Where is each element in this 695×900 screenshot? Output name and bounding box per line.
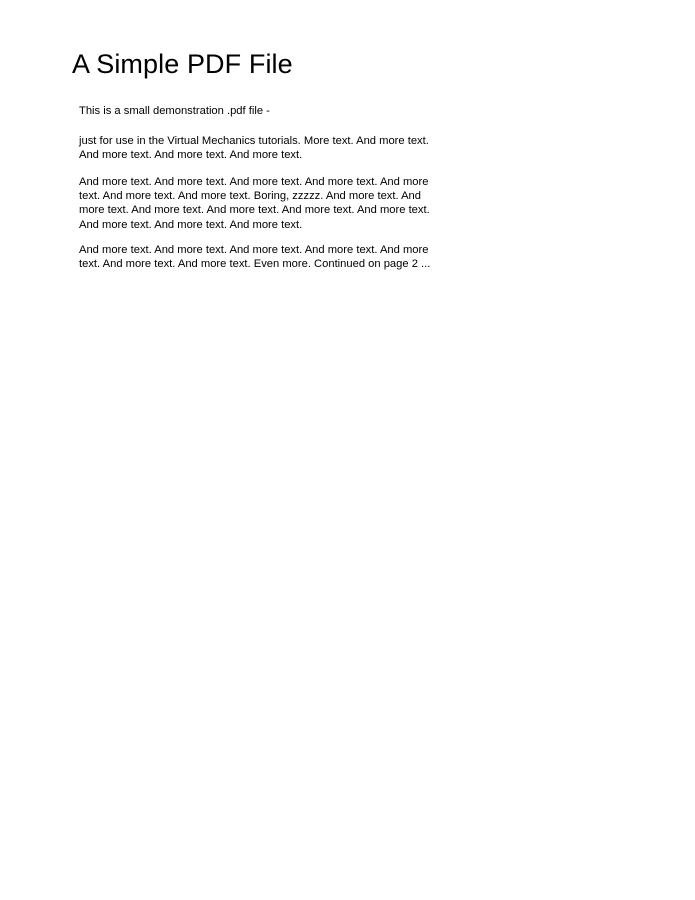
page-title: A Simple PDF File xyxy=(72,49,293,79)
paragraph-4: And more text. And more text. And more text. And more text. And more text. And more text. And more text. Even more. Continued on page 2 ... xyxy=(79,244,431,271)
paragraph-2: just for use in the Virtual Mechanics tutorials. More text. And more text. And more text. And more text. And more text. xyxy=(79,135,429,162)
paragraph-1: This is a small demonstration .pdf file - xyxy=(79,105,270,117)
paragraph-3: And more text. And more text. And more text. And more text. And more text. And more text. And more text. Boring, zzzzz. And more text. And more text. And more text. And more text. And more text. And more text. And more text. And more text. And more text. xyxy=(79,176,430,231)
